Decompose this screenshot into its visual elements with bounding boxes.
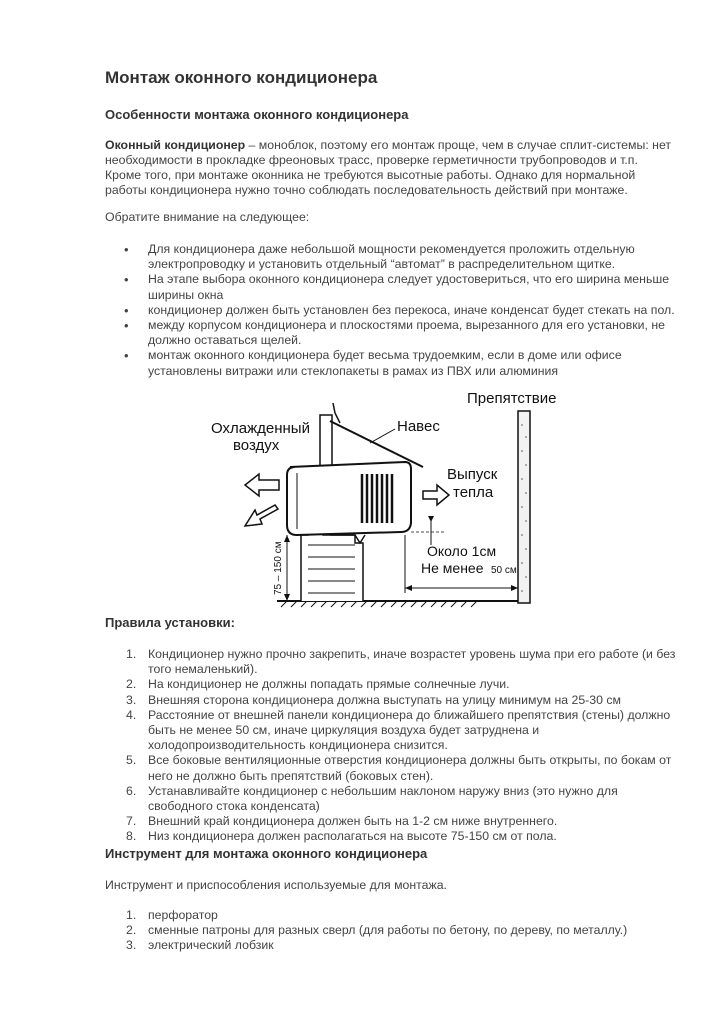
list-item: 3. электрический лобзик <box>126 938 274 953</box>
list-item: • монтаж оконного кондиционера будет весьма трудоемким, если в доме или офисе установлены витражи или стеклопакеты в рамах из ПВХ или алюминия <box>105 348 675 378</box>
window-frame <box>320 415 332 467</box>
list-item: • Для кондиционера даже небольшой мощности рекомендуется проложить отдельную электропроводку и установить отдельный “автомат” в распределительном щитке. <box>105 242 675 272</box>
label-about-1cm: Около 1см <box>427 543 497 559</box>
list-item: 3. Внешняя сторона кондиционера должна выступать на улицу минимум на 25-30 см <box>126 692 621 707</box>
list-item: 2. На кондиционер не должны попадать прямые солнечные лучи. <box>126 677 510 692</box>
page-title: Монтаж оконного кондиционера <box>105 68 378 87</box>
label-cooled-air: Охлажденный <box>211 420 310 437</box>
list-item: 4. Расстояние от внешней панели кондиционера до ближайшего препятствия (стены) должно быть не менее 50 см, иначе циркуляция воздуха будет затруднена и холодопроизводительность кондиционера снизится. <box>126 707 671 753</box>
cooled-air-arrows <box>245 474 279 526</box>
obstacle-wall <box>518 411 530 603</box>
intro-text-line4: работы кондиционера нужно точно соблюдать последовательность действий при монтаже. <box>105 183 628 197</box>
label-min: Не менее <box>421 560 484 576</box>
label-heat-2: тепла <box>453 484 494 501</box>
list-item: 2. сменные патроны для разных сверл (для работы по бетону, по дереву, по металлу.) <box>126 923 628 938</box>
rules-numbered-list <box>105 647 685 845</box>
tools-numbered-list <box>105 908 685 954</box>
installation-diagram <box>205 385 560 610</box>
list-item: • На этапе выбора оконного кондиционера следует удостовериться, что его ширина меньше ширины окна <box>105 272 675 302</box>
list-item: 1. перфоратор <box>126 908 218 922</box>
list-item: • кондиционер должен быть установлен без перекоса, иначе конденсат будет стекать на пол. <box>105 303 675 318</box>
intro-paragraph <box>105 138 685 198</box>
intro-text-line2: необходимости в прокладке фреоновых трасс, проверке герметичности трубопроводов и т.п. <box>105 153 638 167</box>
list-item: 1. Кондиционер нужно прочно закрепить, иначе возрастет уровень шума при его работе (и без того немаленький). <box>126 647 676 677</box>
list-item: 8. Низ кондиционера должен располагаться на высоте 75-150 см от пола. <box>126 829 557 844</box>
list-item: 7. Внешний край кондиционера должен быть на 1-2 см ниже внутреннего. <box>126 814 558 829</box>
label-cooled-air-2: воздух <box>233 437 280 454</box>
intro-text-line3: Кроме того, при монтаже оконника не требуются высотные работы. Однако для нормальной <box>105 168 636 182</box>
label-obstacle: Препятствие <box>467 390 557 407</box>
label-min-value: 50 см <box>491 565 517 576</box>
section-heading-features: Особенности монтажа оконного кондиционера <box>105 107 409 122</box>
heat-arrow <box>423 485 449 505</box>
section-heading-rules: Правила установки: <box>105 615 235 630</box>
tools-intro: Инструмент и приспособления используемые для монтажа. <box>105 878 447 892</box>
list-item: 5. Все боковые вентиляционные отверстия кондиционера должны быть открыты, по бокам от него не должно быть препятствий (боковых стен). <box>126 753 672 783</box>
label-heat-1: Выпуск <box>447 466 498 483</box>
section-heading-tools: Инструмент для монтажа оконного кондиционера <box>105 846 428 861</box>
note-paragraph: Обратите внимание на следующее: <box>105 210 310 224</box>
list-item: • между корпусом кондиционера и плоскостями проема, вырезанного для его установки, не должно оставаться щелей. <box>105 318 675 348</box>
features-bullet-list <box>105 242 675 379</box>
label-canopy: Навес <box>397 418 440 435</box>
label-height: 75 – 150 см <box>273 541 284 595</box>
intro-bold-term: Оконный кондиционер <box>105 138 246 152</box>
ac-grille <box>362 474 392 523</box>
list-item: 6. Устанавливайте кондиционер с небольшим наклоном наружу вниз (это нужно для свободного стока конденсата) <box>126 783 618 814</box>
wall-outline <box>301 525 363 601</box>
intro-text-line1: – моноблок, поэтому его монтаж проще, чем в случае сплит-системы: нет <box>245 138 672 152</box>
